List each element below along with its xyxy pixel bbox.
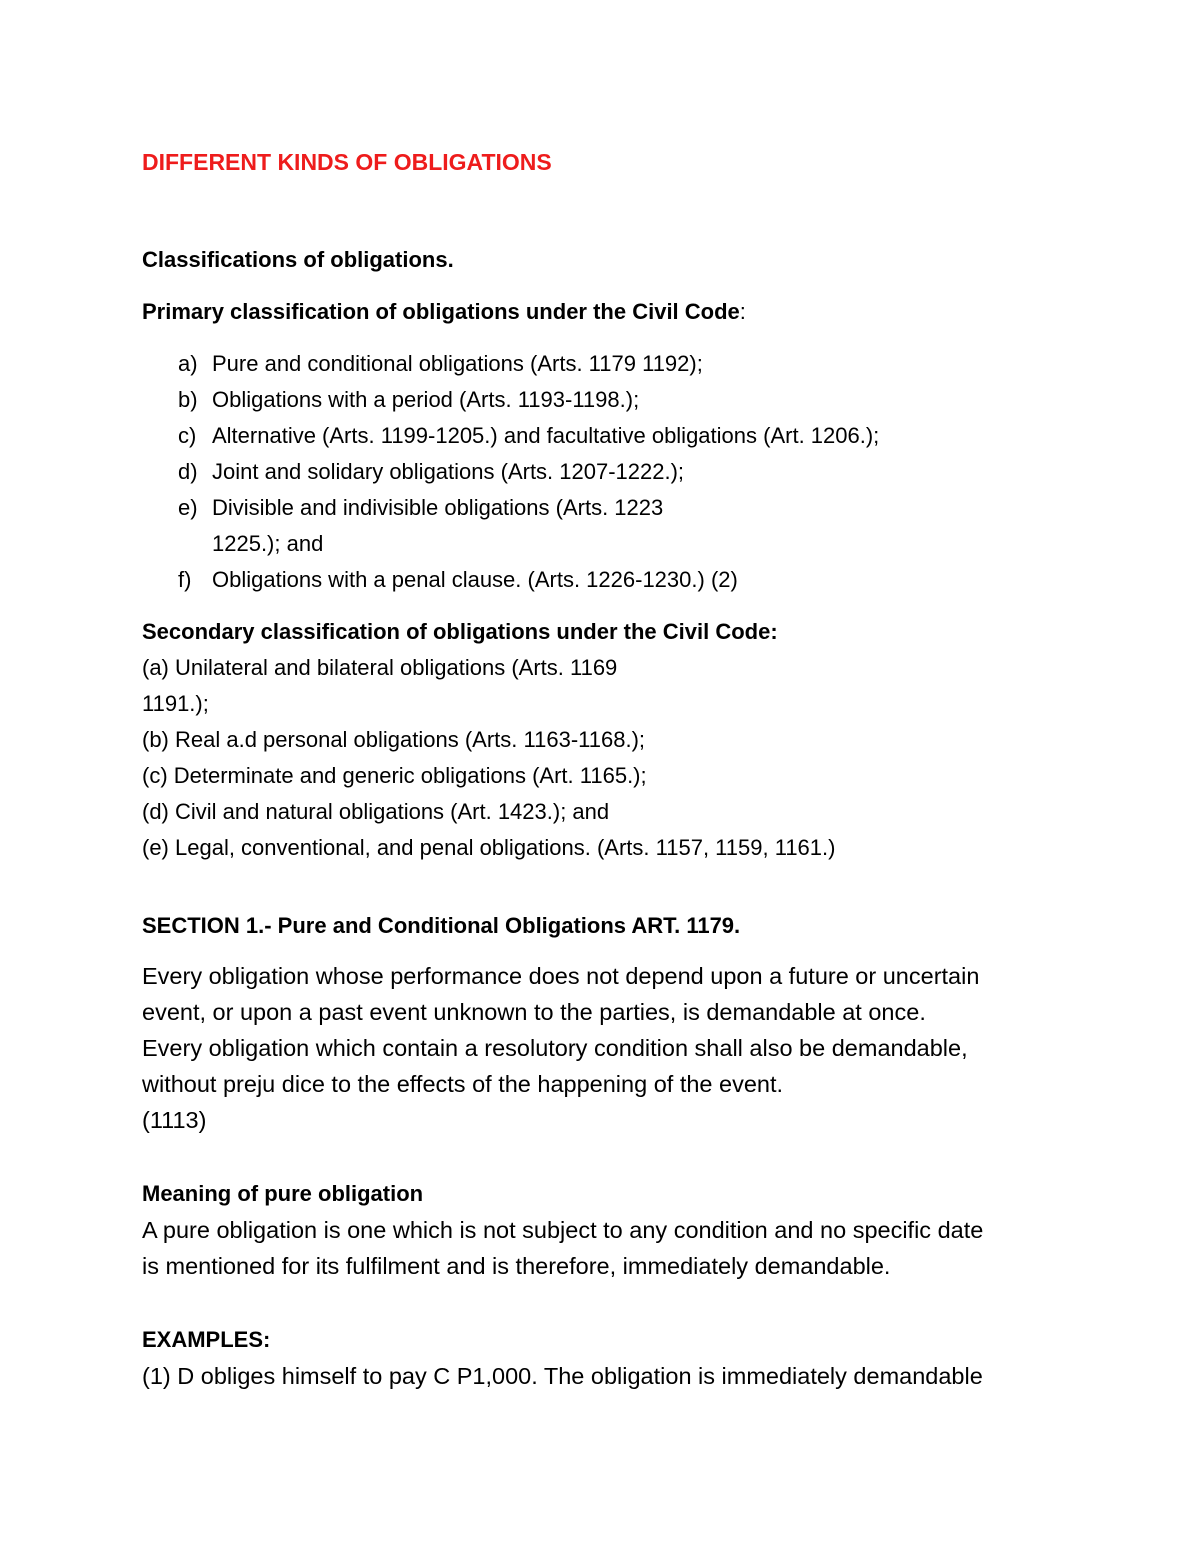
list-item [142, 382, 1082, 418]
list-item-text: Obligations with a penal clause. (Arts. 1226-1230.) (2) [212, 567, 738, 592]
section1-line: Every obligation which contain a resolutory condition shall also be demandable, [142, 1035, 968, 1061]
secondary-line: (b) Real a.d personal obligations (Arts. 1163-1168.); [142, 727, 646, 752]
list-item-text: Joint and solidary obligations (Arts. 1207-1222.); [212, 459, 685, 484]
primary-heading-text: Primary classification of obligations under the Civil Code [142, 299, 740, 324]
secondary-line: 1191.); [142, 691, 209, 716]
list-item [142, 346, 1082, 382]
list-marker: b) [178, 387, 198, 412]
section1-body [142, 958, 1082, 1138]
meaning-heading: Meaning of pure obligation [142, 1181, 424, 1206]
section1-heading: SECTION 1.- Pure and Conditional Obligations ART. 1179. [142, 913, 741, 938]
list-item [142, 418, 1082, 454]
example-line: (1) D obliges himself to pay C P1,000. The obligation is immediately demandable [142, 1363, 983, 1389]
secondary-line: (c) Determinate and generic obligations (Art. 1165.); [142, 763, 647, 788]
list-marker: e) [178, 495, 198, 520]
list-marker: a) [178, 351, 198, 376]
secondary-line: (e) Legal, conventional, and penal obligations. (Arts. 1157, 1159, 1161.) [142, 835, 836, 860]
list-item-text-continued: 1225.); and [212, 531, 324, 556]
list-item-text: Divisible and indivisible obligations (Arts. 1223 [212, 495, 664, 520]
section1-line: Every obligation whose performance does not depend upon a future or uncertain [142, 963, 980, 989]
secondary-heading: Secondary classification of obligations under the Civil Code: [142, 619, 778, 644]
list-item [142, 562, 1082, 598]
section1-line: event, or upon a past event unknown to the parties, is demandable at once. [142, 999, 926, 1025]
primary-heading [142, 294, 1082, 330]
secondary-line: (d) Civil and natural obligations (Art. 1423.); and [142, 799, 610, 824]
list-item-text: Pure and conditional obligations (Arts. 1179 1192); [212, 351, 703, 376]
list-item [142, 454, 1082, 490]
list-item [142, 490, 1082, 562]
list-marker: f) [178, 567, 192, 592]
list-item-text: Obligations with a period (Arts. 1193-1198.); [212, 387, 640, 412]
primary-list [142, 346, 1082, 598]
examples-heading: EXAMPLES: [142, 1327, 271, 1352]
meaning-line: is mentioned for its fulfilment and is therefore, immediately demandable. [142, 1253, 891, 1279]
secondary-line: (a) Unilateral and bilateral obligations (Arts. 1169 [142, 655, 618, 680]
document-page [142, 142, 1082, 1394]
classifications-heading: Classifications of obligations. [142, 247, 454, 272]
section1-line: without preju dice to the effects of the happening of the event. [142, 1071, 784, 1097]
list-item-text: Alternative (Arts. 1199-1205.) and facultative obligations (Art. 1206.); [212, 423, 880, 448]
document-title: DIFFERENT KINDS OF OBLIGATIONS [142, 149, 552, 175]
list-marker: d) [178, 459, 198, 484]
list-marker: c) [178, 423, 197, 448]
section1-line: (1113) [142, 1107, 207, 1133]
primary-heading-suffix: : [739, 299, 746, 324]
meaning-line: A pure obligation is one which is not subject to any condition and no specific date [142, 1217, 984, 1243]
